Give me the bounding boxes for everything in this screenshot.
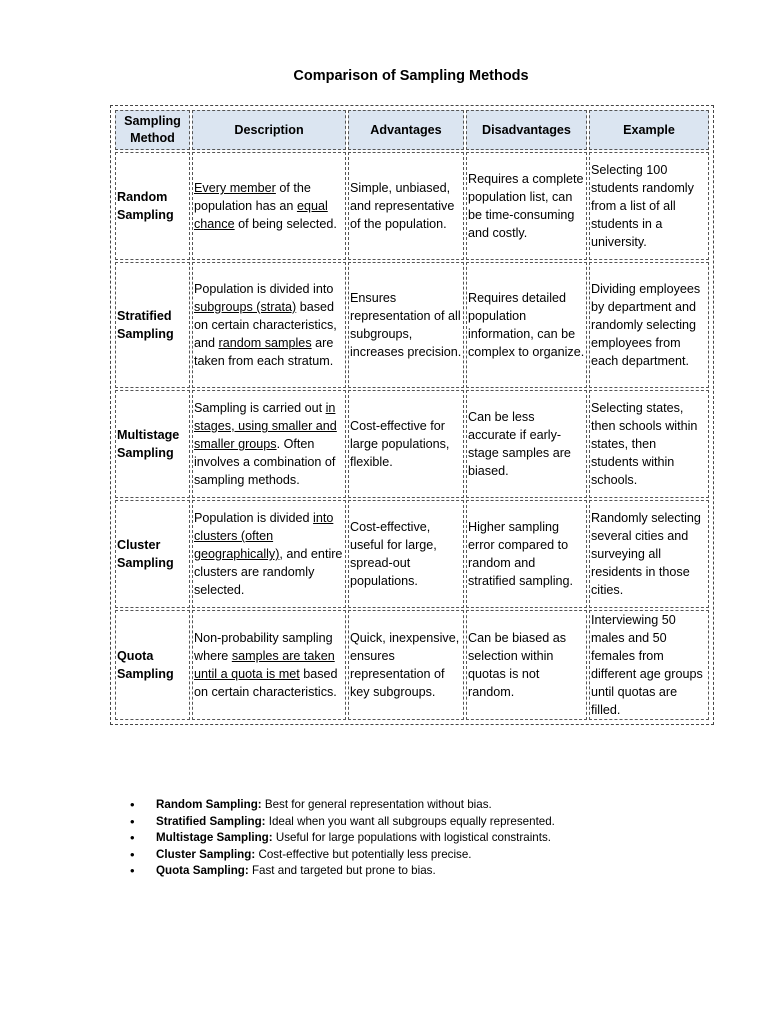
method-cell: Quota Sampling: [115, 610, 190, 720]
header-advantages: Advantages: [348, 110, 464, 150]
method-cell: Stratified Sampling: [115, 262, 190, 388]
table-row: [115, 262, 709, 388]
list-item: • Cluster Sampling: Cost-effective but potentially less precise.: [130, 847, 730, 864]
list-item: • Stratified Sampling: Ideal when you want all subgroups equally represented.: [130, 814, 730, 831]
disadvantages-cell: Requires a complete population list, can be time-consuming and costly.: [466, 152, 587, 260]
example-cell: Dividing employees by department and randomly selecting employees from each department.: [589, 262, 709, 388]
advantages-cell: Cost-effective for large populations, flexible.: [348, 390, 464, 498]
example-cell: Selecting states, then schools within states, then students within schools.: [589, 390, 709, 498]
example-cell: Randomly selecting several cities and surveying all residents in those cities.: [589, 500, 709, 608]
method-cell: Cluster Sampling: [115, 500, 190, 608]
disadvantages-cell: Can be biased as selection within quotas is not random.: [466, 610, 587, 720]
header-description: Description: [192, 110, 346, 150]
description-cell: Population is divided into clusters (often geographically), and entire clusters are randomly selected.: [192, 500, 346, 608]
disadvantages-cell: Requires detailed population information, can be complex to organize.: [466, 262, 587, 388]
advantages-cell: Cost-effective, useful for large, spread-out populations.: [348, 500, 464, 608]
advantages-cell: Simple, unbiased, and representative of the population.: [348, 152, 464, 260]
example-cell: Interviewing 50 males and 50 females from different age groups until quotas are filled.: [589, 610, 709, 720]
example-cell: Selecting 100 students randomly from a list of all students in a university.: [589, 152, 709, 260]
table-header-row: [115, 110, 709, 150]
disadvantages-cell: Higher sampling error compared to random and stratified sampling.: [466, 500, 587, 608]
list-item: • Multistage Sampling: Useful for large populations with logistical constraints.: [130, 830, 730, 847]
comparison-table: [113, 108, 711, 722]
description-cell: Every member of the population has an equal chance of being selected.: [192, 152, 346, 260]
description-cell: Non-probability sampling where samples are taken until a quota is met based on certain characteristics.: [192, 610, 346, 720]
table-row: [115, 152, 709, 260]
list-item: • Random Sampling: Best for general representation without bias.: [130, 797, 730, 814]
description-cell: Sampling is carried out in stages, using smaller and smaller groups. Often involves a combination of sampling methods.: [192, 390, 346, 498]
disadvantages-cell: Can be less accurate if early-stage samples are biased.: [466, 390, 587, 498]
method-cell: Random Sampling: [115, 152, 190, 260]
header-sampling-method: Sampling Method: [115, 110, 190, 150]
method-cell: Multistage Sampling: [115, 390, 190, 498]
table-row: [115, 610, 709, 720]
page-title: Comparison of Sampling Methods: [293, 68, 529, 84]
header-disadvantages: Disadvantages: [466, 110, 587, 150]
description-cell: Population is divided into subgroups (strata) based on certain characteristics, and random samples are taken from each stratum.: [192, 262, 346, 388]
comparison-table-frame: [110, 105, 714, 725]
table-row: [115, 390, 709, 498]
advantages-cell: Quick, inexpensive, ensures representation of key subgroups.: [348, 610, 464, 720]
summary-list: [130, 797, 730, 880]
header-example: Example: [589, 110, 709, 150]
table-row: [115, 500, 709, 608]
list-item: • Quota Sampling: Fast and targeted but prone to bias.: [130, 863, 730, 880]
advantages-cell: Ensures representation of all subgroups, increases precision.: [348, 262, 464, 388]
